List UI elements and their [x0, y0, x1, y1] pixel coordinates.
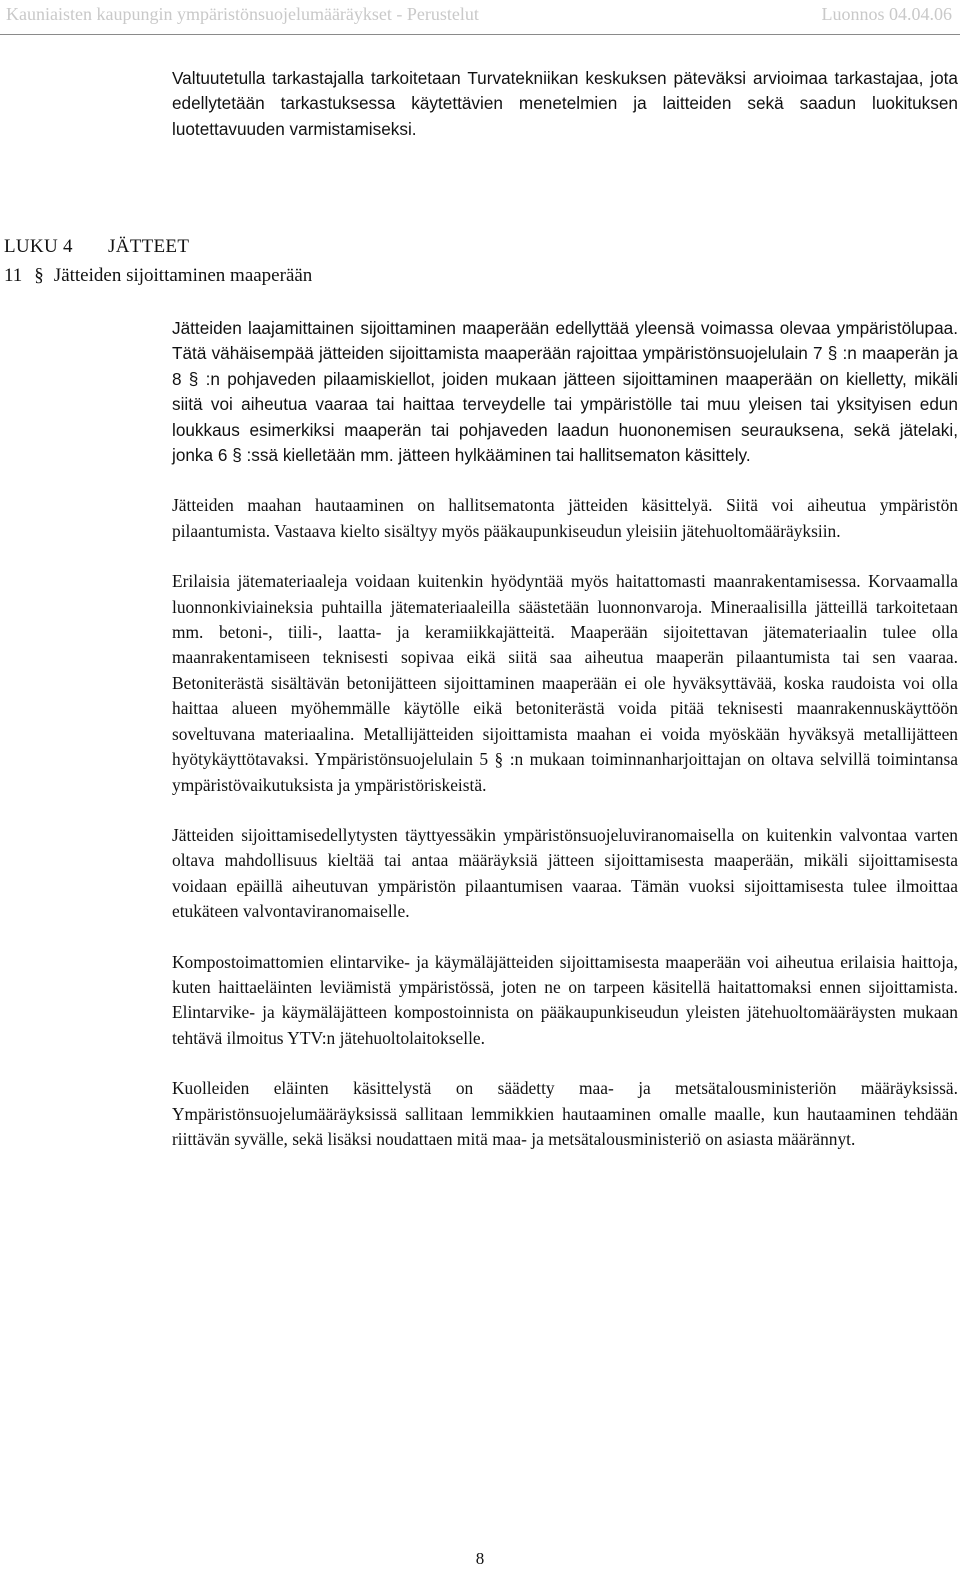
- paragraph: Kompostoimattomien elintarvike- ja käymäläjätteiden sijoittamisesta maaperään voi aiheutua erilaisia haittoja, kuten haittaeläinten leviämistä ympäristössä, joten ne on tarpeen käsitellä haitattomaksi ennen sijoittamista. Elintarvike- ja käymäläjätteen kompostoinnista on pääkaupunkiseudun yleisten jätehuoltomääräysten mukaan tehtävä ilmoitus YTV:n jätehuoltolaitokselle.: [172, 951, 958, 1048]
- document-version: Luonnos 04.04.06: [821, 4, 952, 24]
- paragraph: Kuolleiden eläinten käsittelystä on säädetty maa- ja metsätalousministeriön määräyksissä. Ympäristönsuojelumääräyksissä sallitaan lemmikkien hautaaminen omalle maalle, kun hautaaminen tehdään riittävän syvälle, sekä lisäksi noudattaen mitä maa- ja metsätalousministeriö on asiasta määrännyt.: [172, 1078, 958, 1149]
- paragraph: Erilaisia jätemateriaaleja voidaan kuitenkin hyödyntää myös haitattomasti maanrakentamisessa. Korvaamalla luonnonkiviaineksia puhtailla jätemateriaaleilla säästetään luonnonvaroja. Mineraalisilla jätteillä tarkoitetaan mm. betoni-, tiili-, laatta- ja keramiikkajätteitä. Maaperään sijoitettavan jätemateriaalin tulee olla maanrakentamiseen teknisesti sopivaa eikä siitä saa aiheutua maaperän pilaantumista tai sen vaaraa. Betoniterästä sisältävän betonijätteen sijoittaminen maaperään ei ole hyväksyttävää, koska raudoista voi olla haittaa alueen myöhemmälle käytölle eikä betoniterästä voida pitää teknisesti maanrakennuskäyttöön soveltuvana materiaalina. Metallijätteiden sijoittamista maahan ei voida myöskään hyväksyä metallijätteen hyötykäyttötavaksi. Ympäristönsuojelulain 5 § :n mukaan toiminnanharjoittajan on oltava selvillä toimintansa ympäristövaikutuksista ja ympäristöriskeistä.: [172, 571, 958, 795]
- page-number: 8: [475, 1549, 485, 1568]
- section-heading: [4, 265, 312, 287]
- chapter-title: JÄTTEET: [108, 236, 190, 257]
- page-header: [0, 0, 960, 35]
- chapter-heading: [4, 236, 189, 258]
- chapter-number: LUKU 4: [4, 236, 73, 257]
- section-symbol: §: [34, 265, 44, 286]
- section-title: Jätteiden sijoittaminen maaperään: [53, 265, 313, 286]
- intro-paragraph: Valtuutetulla tarkastajalla tarkoitetaan Turvatekniikan keskuksen päteväksi arvioimaa tarkastajaa, jota edellytetään tarkastuksessa käytettävien menetelmien ja laitteiden sekä saadun luokituksen luotettavuuden varmistamiseksi.: [172, 68, 958, 139]
- paragraph: Jätteiden sijoittamisedellytysten täyttyessäkin ympäristönsuojeluviranomaisella on kuitenkin valvontaa varten oltava mahdollisuus kieltää tai antaa määräyksiä jätteen sijoittamisesta maaperään, mikäli sijoittamisesta voidaan epäillä aiheutuvan ympäristön pilaantumisen vaaraa. Tämän vuoksi sijoittamisesta tulee ilmoittaa etukäteen valvontaviranomaiselle.: [172, 824, 958, 922]
- section-number: 11: [4, 265, 23, 286]
- paragraph: Jätteiden maahan hautaaminen on hallitsematonta jätteiden käsittelyä. Siitä voi aiheutua ympäristön pilaantumista. Vastaava kielto sisältyy myös pääkaupunkiseudun yleisiin jätehuoltomääräyksiin.: [172, 495, 958, 541]
- paragraph: Jätteiden laajamittainen sijoittaminen maaperään edellyttää yleensä voimassa olevaa ympäristölupaa. Tätä vähäisempää jätteiden sijoittamista maaperään rajoittaa ympäristönsuojelulain 7 § :n maaperän ja 8 § :n pohjaveden pilaamiskiellot, joiden mukaan jätteen sijoittaminen maaperään on kielletty, mikäli siitä voi aiheutua vaaraa tai haittaa terveydelle tai ympäristölle tai muu yleisen tai yksityisen edun loukkaus esimerkiksi maaperän tai pohjaveden laadun huononemisen seurauksena, sekä jätelaki, jonka 6 § :ssä kielletään mm. jätteen hylkääminen tai hallitsematon käsittely.: [172, 318, 958, 466]
- intro-block: [172, 66, 958, 142]
- document-title: Kauniaisten kaupungin ympäristönsuojelumääräykset - Perustelut: [6, 4, 479, 24]
- body-text: [172, 316, 958, 1152]
